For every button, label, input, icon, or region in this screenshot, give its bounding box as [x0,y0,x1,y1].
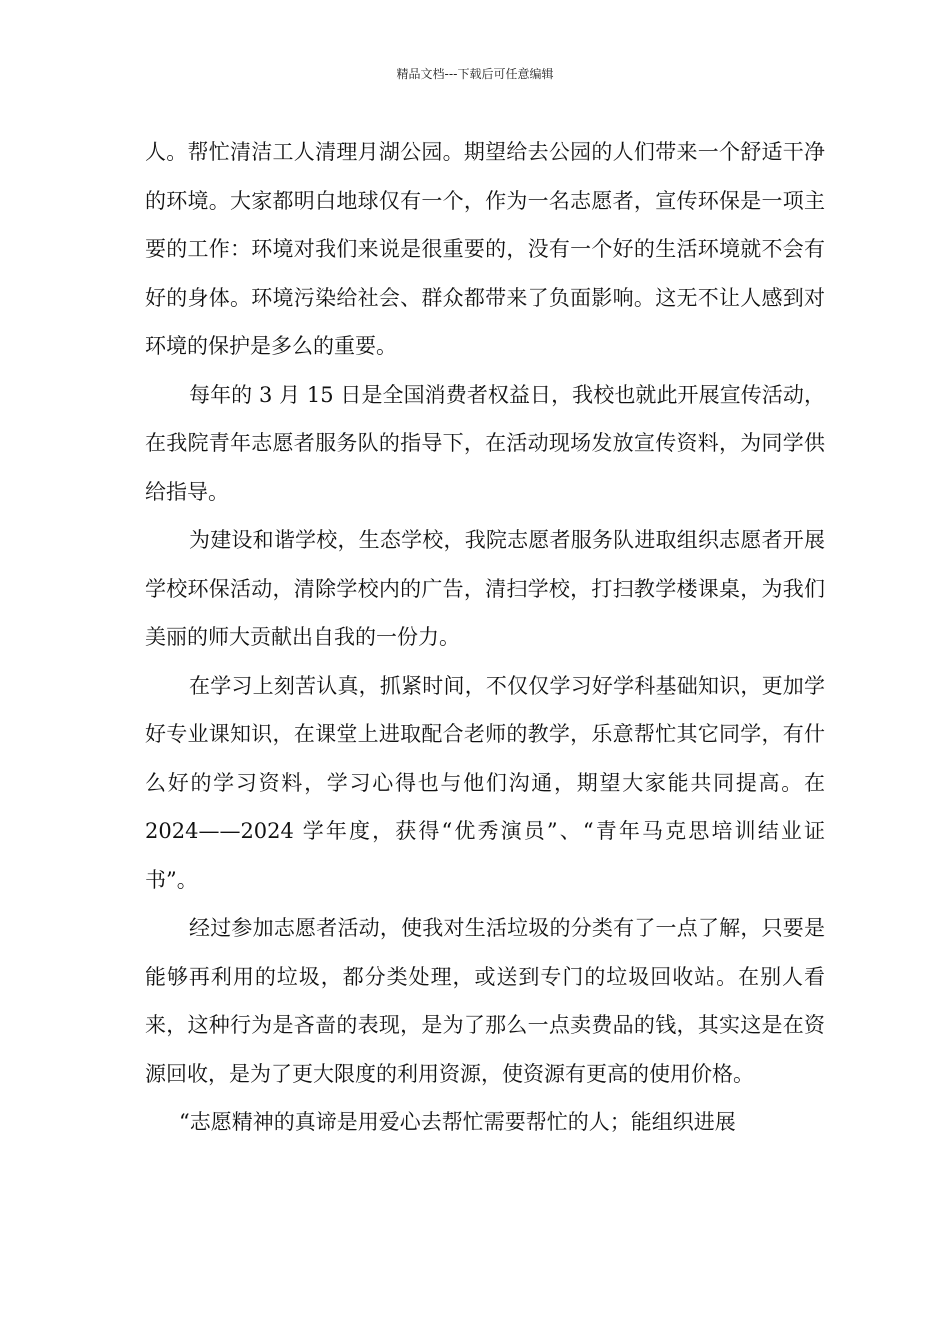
document-body [145,128,825,1147]
paragraph-1: 人。帮忙清洁工人清理月湖公园。期望给去公园的人们带来一个舒适干净的环境。大家都明白地球仅有一个，作为一名志愿者，宣传环保是一项主要的工作：环境对我们来说是很重要的，没有一个好的生活环境就不会有好的身体。环境污染给社会、群众都带来了负面影响。这无不让人感到对环境的保护是多么的重要。 [145,140,825,358]
paragraph-5: 经过参加志愿者活动，使我对生活垃圾的分类有了一点了解，只要是能够再利用的垃圾，都分类处理，或送到专门的垃圾回收站。在别人看来，这种行为是吝啬的表现，是为了那么一点卖费品的钱，其实这是在资源回收，是为了更大限度的利用资源，使资源有更高的使用价格。 [145,916,825,1086]
paragraph-2: 每年的 3 月 15 日是全国消费者权益日，我校也就此开展宣传活动，在我院青年志愿者服务队的指导下，在活动现场发放宣传资料，为同学供给指导。 [145,382,825,504]
paragraph-3: 为建设和谐学校，生态学校，我院志愿者服务队进取组织志愿者开展学校环保活动，清除学校内的广告，清扫学校，打扫教学楼课桌，为我们美丽的师大贡献出自我的一份力。 [145,528,825,649]
paragraph-4: 在学习上刻苦认真，抓紧时间，不仅仅学习好学科基础知识，更加学好专业课知识，在课堂上进取配合老师的教学，乐意帮忙其它同学，有什么好的学习资料，学习心得也与他们沟通，期望大家能共同提高。在 2024——2024 学年度，获得“优秀演员”、“青年马克思培训结业证书”。 [145,673,825,892]
page-header: 精品文档---下载后可任意编辑 [396,67,554,81]
paragraph-6: “志愿精神的真谛是用爱心去帮忙需要帮忙的人；能组织进展 [179,1110,736,1134]
